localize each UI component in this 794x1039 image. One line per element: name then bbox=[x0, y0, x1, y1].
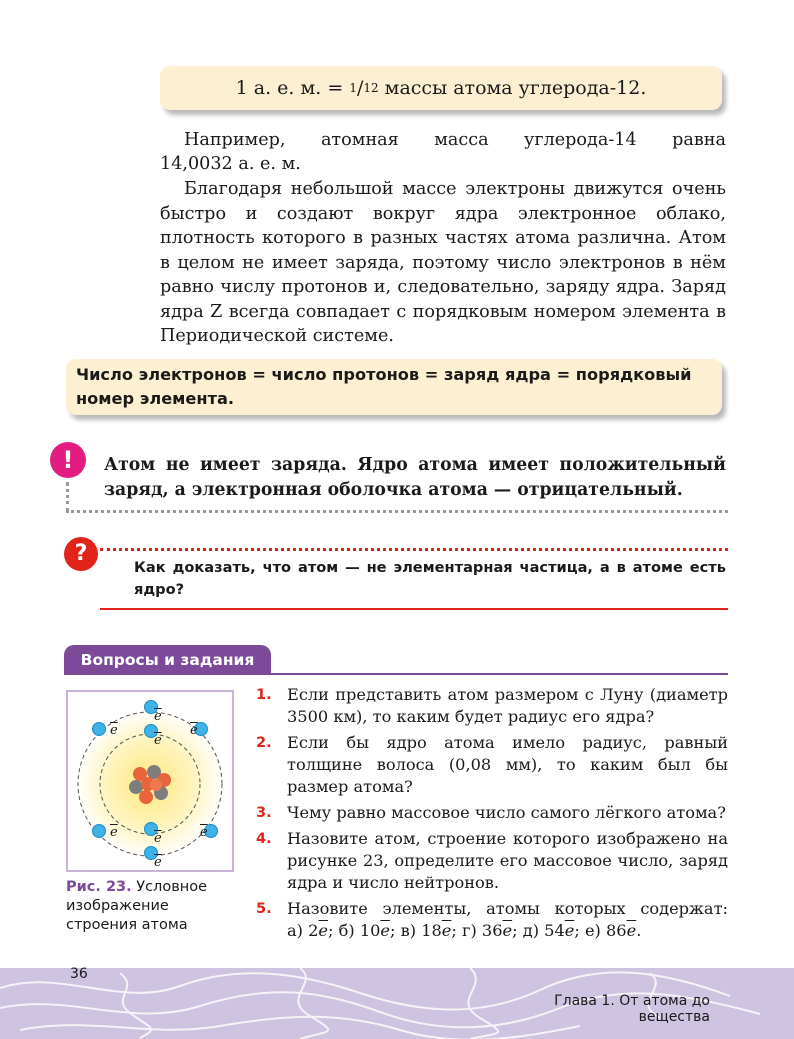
formula-prefix: 1 а. е. м. = bbox=[235, 77, 350, 99]
task-text: Назовите элементы, атомы которых содержат: bbox=[287, 899, 728, 918]
question-dotted-line bbox=[100, 548, 728, 551]
electron-symbol: $\overline{e}$ bbox=[441, 921, 452, 940]
task-number: 4. bbox=[256, 831, 272, 847]
task-item bbox=[256, 898, 728, 942]
electron-label: $\overline{e}$ bbox=[110, 825, 118, 840]
task-item bbox=[256, 828, 728, 894]
electron-symbol: $\overline{e}$ bbox=[502, 921, 513, 940]
task-item bbox=[256, 684, 728, 728]
option-b: ; б) 10 bbox=[328, 921, 381, 940]
electron-label: $\overline{e}$ bbox=[154, 855, 162, 870]
task-item bbox=[256, 732, 728, 798]
task-options bbox=[287, 921, 641, 940]
paragraph-1-line-1: Например, атомная масса углерода-14 равна bbox=[184, 130, 726, 150]
electron-dot bbox=[92, 824, 106, 838]
electron-symbol: $\overline{e}$ bbox=[626, 921, 637, 940]
electron-dot bbox=[92, 722, 106, 736]
atom-diagram bbox=[68, 692, 232, 870]
important-text: Атом не имеет заряда. Ядро атома имеет положительный заряд, а электронная оболочка атома — отрицательный. bbox=[104, 455, 726, 500]
figure-caption bbox=[66, 878, 226, 935]
rule-text: Число электронов = число протонов = заряд ядра = порядковый номер элемента. bbox=[76, 365, 692, 408]
electron-label: $\overline{e}$ bbox=[190, 723, 198, 738]
question-icon: ? bbox=[64, 537, 98, 571]
electron-label: $\overline{e}$ bbox=[110, 723, 118, 738]
formula-suffix: массы атома углерода-12. bbox=[378, 77, 647, 99]
dotted-divider-vertical bbox=[66, 482, 69, 512]
task-list bbox=[256, 684, 728, 946]
electron-label: $\overline{e}$ bbox=[154, 733, 162, 748]
electron-label: $\overline{e}$ bbox=[154, 709, 162, 724]
option-f: ; е) 86 bbox=[574, 921, 627, 940]
electron-label: $\overline{e}$ bbox=[154, 831, 162, 846]
option-d: ; г) 36 bbox=[451, 921, 503, 940]
electron-symbol: $\overline{e}$ bbox=[380, 921, 391, 940]
caption-number: Рис. 23. bbox=[66, 879, 132, 895]
exclamation-icon: ! bbox=[50, 442, 86, 478]
task-text: Если представить атом размером с Луну (диаметр 3500 км), то каким будет радиус его ядра? bbox=[287, 685, 728, 726]
section-title: Вопросы и задания bbox=[80, 651, 255, 669]
paragraph-2: Благодаря небольшой массе электроны движутся очень быстро и создают вокруг ядра электронное облако, плотность которого в разных частях атома различна. Атом в целом не имеет заряда, поэтому число электронов в нём равно числу протонов и, следовательно, заряду ядра. Заряд ядра Z всегда совпадает с порядковым номером элемента в Периодической системе. bbox=[160, 179, 726, 346]
question-underline bbox=[100, 608, 728, 610]
page-number: 36 bbox=[70, 966, 88, 982]
dotted-divider bbox=[66, 510, 728, 513]
caption-text: Условное изображение строения атома bbox=[66, 879, 208, 933]
option-a: а) 2 bbox=[287, 921, 319, 940]
electron-label: $\overline{e}$ bbox=[200, 825, 208, 840]
electron-symbol: $\overline{e}$ bbox=[564, 921, 575, 940]
atom-figure bbox=[66, 690, 234, 872]
task-number: 1. bbox=[256, 687, 272, 703]
formula-denominator: 12 bbox=[363, 81, 379, 95]
formula-slash: / bbox=[356, 77, 364, 99]
formula bbox=[160, 66, 722, 110]
task-text: Если бы ядро атома имело радиус, равный толщине волоса (0,08 мм), то каким был бы размер атома? bbox=[287, 733, 728, 796]
task-number: 3. bbox=[256, 805, 272, 821]
question-text: Как доказать, что атом — не элементарная частица, а в атоме есть ядро? bbox=[134, 559, 726, 598]
task-text: Назовите атом, строение которого изображено на рисунке 23, определите его массовое число, заряд ядра и число нейтронов. bbox=[287, 829, 728, 892]
task-number: 5. bbox=[256, 901, 272, 917]
task-item bbox=[256, 802, 728, 824]
formula-numerator: 1 bbox=[349, 81, 357, 95]
task-text: Чему равно массовое число самого лёгкого атома? bbox=[287, 803, 726, 822]
task-number: 2. bbox=[256, 735, 272, 751]
option-e: ; д) 54 bbox=[512, 921, 565, 940]
options-end: . bbox=[636, 921, 642, 940]
electron-symbol: $\overline{e}$ bbox=[318, 921, 329, 940]
option-c: ; в) 18 bbox=[390, 921, 442, 940]
paragraph-1-line-2: 14,0032 а. е. м. bbox=[160, 154, 301, 174]
section-rule bbox=[64, 673, 728, 675]
chapter-title: Глава 1. От атома до вещества bbox=[554, 993, 710, 1025]
